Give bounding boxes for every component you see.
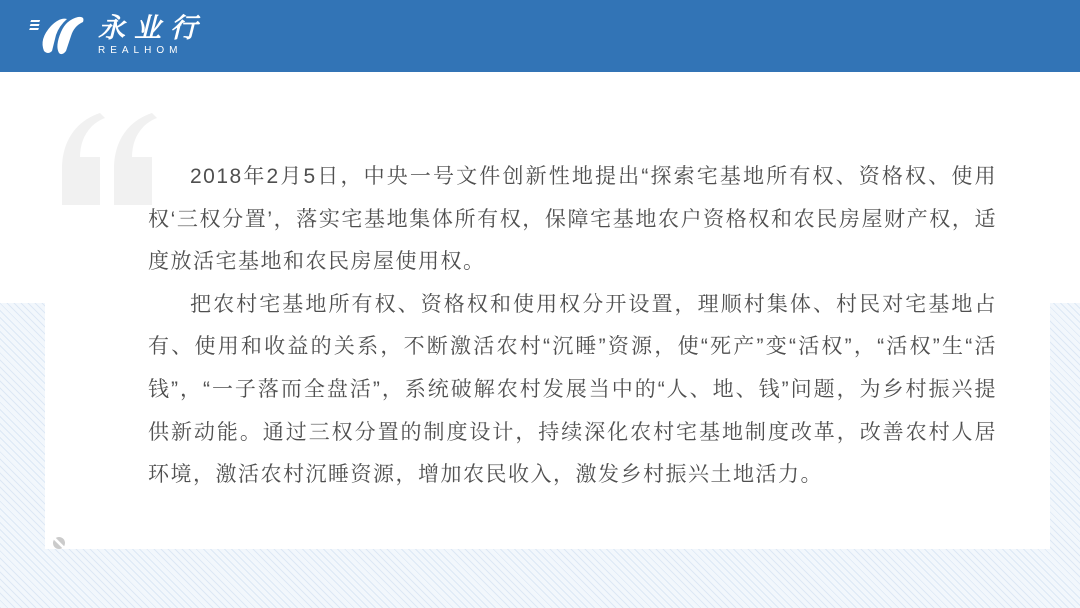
header-bar bbox=[0, 0, 1080, 72]
body-paragraph-1: 2018年2月5日，中央一号文件创新性地提出“探索宅基地所有权、资格权、使用权‘三权分置’，落实宅基地集体所有权，保障宅基地农户资格权和农民房屋财产权，适度放活宅基地和农民房屋使用权。 bbox=[148, 165, 997, 274]
company-name-cn: 永业行 bbox=[98, 13, 206, 44]
slash-circle-icon bbox=[53, 537, 65, 549]
double-quote-left-icon bbox=[58, 113, 158, 205]
company-name-en: REALHOM bbox=[98, 45, 183, 56]
company-logo-icon bbox=[28, 13, 90, 59]
body-paragraph-2: 把农村宅基地所有权、资格权和使用权分开设置，理顺村集体、村民对宅基地占有、使用和收益的关系，不断激活农村“沉睡”资源，使“死产”变“活权”，“活权”生“活钱”，“一子落而全盘活”，系统破解农村发展当中的“人、地、钱”问题，为乡村振兴提供新动能。通过三权分置的制度设计，持续深化农村宅基地制度改革，改善农村人居环境，激活农村沉睡资源，增加农民收入，激发乡村振兴土地活力。 bbox=[148, 292, 997, 487]
company-logo-text bbox=[98, 15, 206, 57]
company-logo bbox=[28, 13, 206, 59]
quote-text-block bbox=[148, 156, 997, 497]
content-card bbox=[45, 72, 1050, 549]
